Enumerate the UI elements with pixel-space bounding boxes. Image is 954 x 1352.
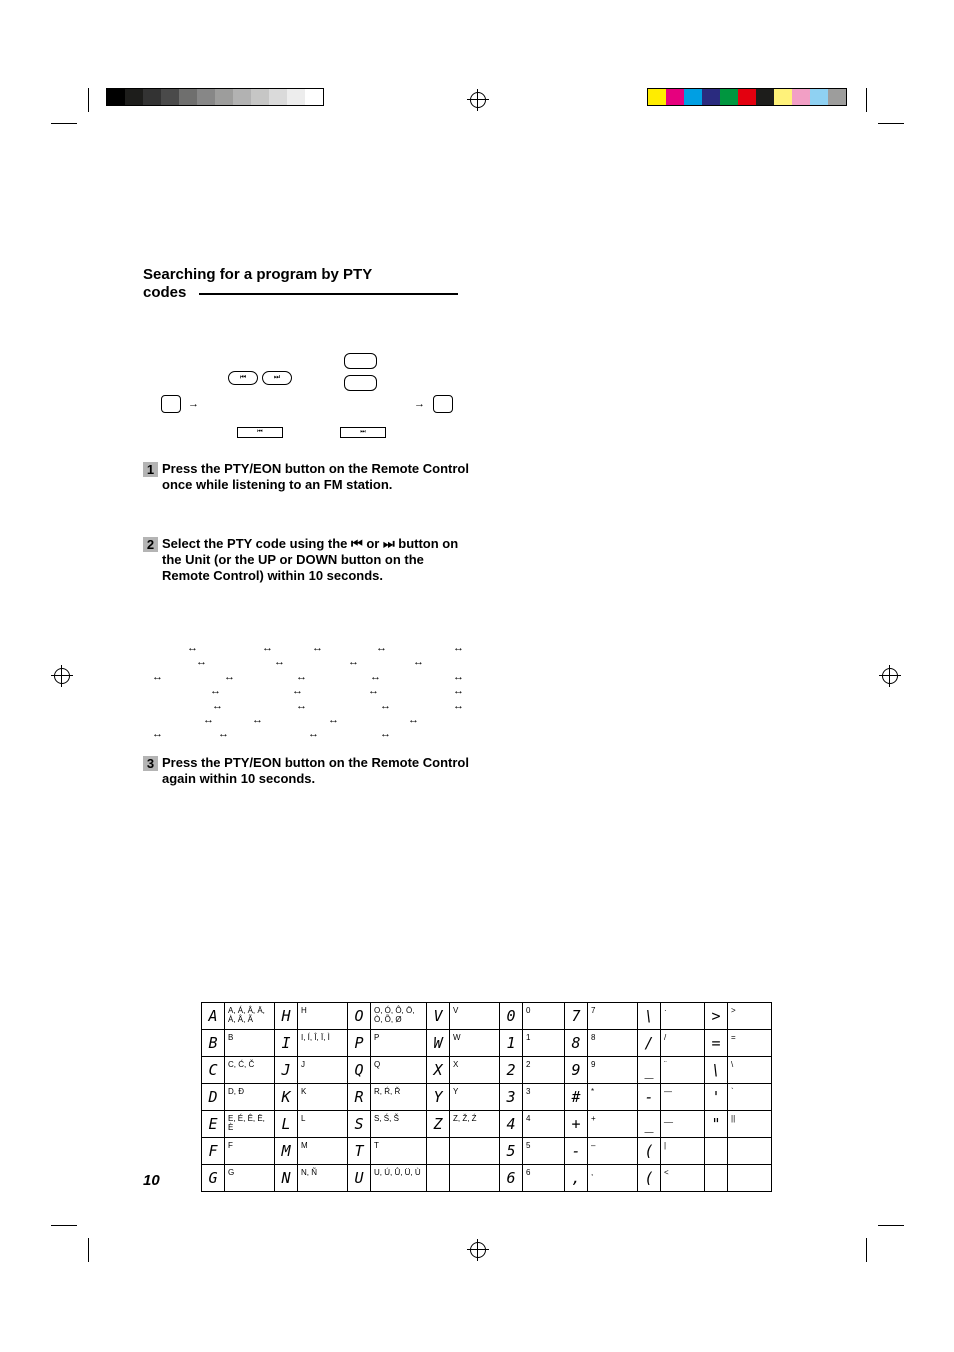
double-arrow-icon: ↔ (376, 642, 387, 654)
gray-swatch (305, 89, 323, 105)
display-glyph: \ (638, 1003, 661, 1030)
display-glyph: = (705, 1030, 728, 1057)
double-arrow-icon: ↔ (312, 642, 323, 654)
table-row (202, 1030, 772, 1057)
display-glyph: M (275, 1138, 298, 1165)
character-table (201, 1002, 772, 1192)
double-arrow-icon: ↔ (453, 642, 464, 654)
character-list: 4 (523, 1111, 565, 1138)
step-3-text: Press the PTY/EON button on the Remote Control again within 10 seconds. (162, 755, 469, 786)
crop-mark (88, 88, 89, 112)
display-glyph (705, 1138, 728, 1165)
display-glyph: + (565, 1111, 588, 1138)
display-glyph: 0 (500, 1003, 523, 1030)
character-list: \ (728, 1057, 772, 1084)
page-number: 10 (143, 1172, 160, 1189)
color-swatch (738, 89, 756, 105)
character-list: E, É, Ê, Ë, È (225, 1111, 275, 1138)
gray-swatch (179, 89, 197, 105)
character-list: , (588, 1165, 638, 1192)
character-list: 2 (523, 1057, 565, 1084)
display-glyph (705, 1165, 728, 1192)
character-list: I, Í, Î, Ï, Ì (298, 1030, 348, 1057)
character-list: __ (661, 1111, 705, 1138)
crop-mark (866, 1238, 867, 1262)
gray-swatch (287, 89, 305, 105)
display-glyph (427, 1138, 450, 1165)
display-glyph: ( (638, 1165, 661, 1192)
double-arrow-icon: ↔ (210, 685, 221, 698)
display-glyph: E (202, 1111, 225, 1138)
character-list: · (661, 1003, 705, 1030)
display-glyph: D (202, 1084, 225, 1111)
character-list (450, 1138, 500, 1165)
crop-mark (51, 123, 77, 124)
gray-swatch (269, 89, 287, 105)
character-list: – (588, 1138, 638, 1165)
character-list: | (661, 1138, 705, 1165)
double-arrow-icon: ↔ (262, 642, 273, 654)
display-glyph: 3 (500, 1084, 523, 1111)
color-swatch (684, 89, 702, 105)
display-glyph: N (275, 1165, 298, 1192)
character-list: / (661, 1030, 705, 1057)
table-row (202, 1003, 772, 1030)
display-glyph: R (348, 1084, 371, 1111)
step-2-text: Select the PTY code using the ⏮ or ⏭ button on the Unit (or the UP or DOWN button on the Remote Control) within 10 seconds. (162, 536, 459, 583)
character-list: 1 (523, 1030, 565, 1057)
double-arrow-icon: ↔ (296, 670, 307, 683)
display-glyph: S (348, 1111, 371, 1138)
registration-mark (54, 668, 70, 684)
double-arrow-icon: ↔ (368, 685, 379, 698)
character-list: V (450, 1003, 500, 1030)
double-arrow-icon: ↔ (328, 714, 339, 726)
character-list: 6 (523, 1165, 565, 1192)
character-list: ¨ (661, 1057, 705, 1084)
double-arrow-icon: ↔ (196, 656, 207, 669)
table-row (202, 1138, 772, 1165)
gray-swatch (161, 89, 179, 105)
double-arrow-icon: ↔ (203, 714, 214, 726)
double-arrow-icon: ↔ (292, 685, 303, 698)
display-glyph: U (348, 1165, 371, 1192)
color-swatch (648, 89, 666, 105)
character-list: 5 (523, 1138, 565, 1165)
display-glyph: _ (638, 1057, 661, 1084)
double-arrow-icon: ↔ (274, 656, 285, 669)
character-list: K (298, 1084, 348, 1111)
double-arrow-icon: ↔ (218, 728, 229, 741)
display-glyph: I (275, 1030, 298, 1057)
display-glyph: X (427, 1057, 450, 1084)
double-arrow-icon: ↔ (380, 728, 391, 741)
double-arrow-icon: ↔ (348, 656, 359, 669)
double-arrow-icon: ↔ (453, 685, 464, 698)
character-list: || (728, 1111, 772, 1138)
gray-swatch (107, 89, 125, 105)
prev-button-icon: ⏮ (228, 371, 258, 385)
character-list: F (225, 1138, 275, 1165)
display-glyph: > (705, 1003, 728, 1030)
color-swatch (810, 89, 828, 105)
registration-mark (470, 92, 486, 108)
crop-mark (878, 1225, 904, 1226)
character-list: + (588, 1111, 638, 1138)
character-list: W (450, 1030, 500, 1057)
character-list: = (728, 1030, 772, 1057)
character-list (450, 1165, 500, 1192)
gray-ramp (106, 88, 324, 106)
double-arrow-icon: ↔ (152, 670, 163, 683)
heading-line1: Searching for a program by PTY (143, 266, 373, 283)
gray-swatch (251, 89, 269, 105)
character-list: > (728, 1003, 772, 1030)
display-glyph: 9 (565, 1057, 588, 1084)
display-glyph: C (202, 1057, 225, 1084)
double-arrow-icon: ↔ (408, 714, 419, 726)
double-arrow-icon: ↔ (252, 714, 263, 726)
character-list: B (225, 1030, 275, 1057)
color-swatch (828, 89, 846, 105)
character-list: O, Ó, Ô, Ö, Ò, Õ, Ø (371, 1003, 427, 1030)
up-button-icon (344, 353, 377, 369)
display-glyph: L (275, 1111, 298, 1138)
step-3-number: 3 (143, 756, 158, 771)
unit-next-button-icon: ⏭ (340, 427, 386, 438)
gray-swatch (215, 89, 233, 105)
display-glyph: H (275, 1003, 298, 1030)
next-button-icon: ⏭ (262, 371, 292, 385)
display-glyph: - (638, 1084, 661, 1111)
display-glyph: 7 (565, 1003, 588, 1030)
gray-swatch (125, 89, 143, 105)
double-arrow-icon: ↔ (296, 699, 307, 712)
display-glyph: K (275, 1084, 298, 1111)
display-glyph: Z (427, 1111, 450, 1138)
double-arrow-icon: ↔ (453, 699, 464, 712)
display-glyph: P (348, 1030, 371, 1057)
display-glyph: , (565, 1165, 588, 1192)
table-row (202, 1165, 772, 1192)
character-list: — (661, 1084, 705, 1111)
pty-eon-button-icon (161, 395, 181, 413)
display-glyph: A (202, 1003, 225, 1030)
character-list (728, 1165, 772, 1192)
character-list: S, Ś, Š (371, 1111, 427, 1138)
character-list: ` (728, 1084, 772, 1111)
color-swatch (774, 89, 792, 105)
registration-mark (470, 1242, 486, 1258)
character-list: Q (371, 1057, 427, 1084)
display-glyph: V (427, 1003, 450, 1030)
color-swatch (702, 89, 720, 105)
display-glyph: O (348, 1003, 371, 1030)
crop-mark (88, 1238, 89, 1262)
color-swatch (756, 89, 774, 105)
display-glyph (427, 1165, 450, 1192)
display-glyph: G (202, 1165, 225, 1192)
arrow-right-icon: → (414, 398, 425, 410)
character-list: P (371, 1030, 427, 1057)
character-list: 9 (588, 1057, 638, 1084)
display-glyph: W (427, 1030, 450, 1057)
unit-prev-button-icon: ⏮ (237, 427, 283, 438)
character-list: 3 (523, 1084, 565, 1111)
color-bar (647, 88, 847, 106)
character-list: H (298, 1003, 348, 1030)
double-arrow-icon: ↔ (453, 670, 464, 683)
double-arrow-icon: ↔ (380, 699, 391, 712)
character-list: 0 (523, 1003, 565, 1030)
step-1-text: Press the PTY/EON button on the Remote Control once while listening to an FM station. (162, 461, 469, 492)
registration-mark (882, 668, 898, 684)
character-list: G (225, 1165, 275, 1192)
character-list: < (661, 1165, 705, 1192)
display-glyph: Y (427, 1084, 450, 1111)
gray-swatch (143, 89, 161, 105)
double-arrow-icon: ↔ (187, 642, 198, 654)
display-glyph: " (705, 1111, 728, 1138)
character-list: X (450, 1057, 500, 1084)
gray-swatch (233, 89, 251, 105)
display-glyph: J (275, 1057, 298, 1084)
character-list: Y (450, 1084, 500, 1111)
display-glyph: - (565, 1138, 588, 1165)
gray-swatch (197, 89, 215, 105)
down-button-icon (344, 375, 377, 391)
display-glyph: ( (638, 1138, 661, 1165)
crop-mark (51, 1225, 77, 1226)
display-glyph: T (348, 1138, 371, 1165)
character-list (728, 1138, 772, 1165)
double-arrow-icon: ↔ (413, 656, 424, 669)
double-arrow-icon: ↔ (152, 728, 163, 741)
step-1-number: 1 (143, 462, 158, 477)
display-glyph: # (565, 1084, 588, 1111)
character-list: 7 (588, 1003, 638, 1030)
display-glyph: / (638, 1030, 661, 1057)
character-list: R, Ŕ, Ř (371, 1084, 427, 1111)
display-glyph: \ (705, 1057, 728, 1084)
display-glyph: 8 (565, 1030, 588, 1057)
pty-eon-button-icon (433, 395, 453, 413)
character-list: A, Á, Â, Ä, À, Å, Ã (225, 1003, 275, 1030)
display-glyph: B (202, 1030, 225, 1057)
character-list: T (371, 1138, 427, 1165)
crop-mark (878, 123, 904, 124)
table-row (202, 1111, 772, 1138)
display-glyph: Q (348, 1057, 371, 1084)
display-glyph: 2 (500, 1057, 523, 1084)
step-2-number: 2 (143, 537, 158, 552)
display-glyph: 4 (500, 1111, 523, 1138)
color-swatch (720, 89, 738, 105)
display-glyph: ' (705, 1084, 728, 1111)
display-glyph: 1 (500, 1030, 523, 1057)
character-list: 8 (588, 1030, 638, 1057)
character-list: J (298, 1057, 348, 1084)
color-swatch (792, 89, 810, 105)
character-list: * (588, 1084, 638, 1111)
character-list: N, Ñ (298, 1165, 348, 1192)
character-list: D, Đ (225, 1084, 275, 1111)
double-arrow-icon: ↔ (224, 670, 235, 683)
double-arrow-icon: ↔ (370, 670, 381, 683)
color-swatch (666, 89, 684, 105)
table-row (202, 1057, 772, 1084)
character-list: C, Ć, Č (225, 1057, 275, 1084)
double-arrow-icon: ↔ (308, 728, 319, 741)
double-arrow-icon: ↔ (212, 699, 223, 712)
display-glyph: 5 (500, 1138, 523, 1165)
crop-mark (866, 88, 867, 112)
display-glyph: 6 (500, 1165, 523, 1192)
character-list: U, Ú, Û, Ü, Ù (371, 1165, 427, 1192)
table-row (202, 1084, 772, 1111)
display-glyph: F (202, 1138, 225, 1165)
character-list: L (298, 1111, 348, 1138)
heading-line2: codes (143, 284, 187, 301)
display-glyph: _ (638, 1111, 661, 1138)
character-list: M (298, 1138, 348, 1165)
arrow-right-icon: → (188, 398, 199, 410)
section-heading (143, 266, 473, 302)
heading-rule (199, 293, 458, 295)
character-list: Z, Ž, Ź (450, 1111, 500, 1138)
